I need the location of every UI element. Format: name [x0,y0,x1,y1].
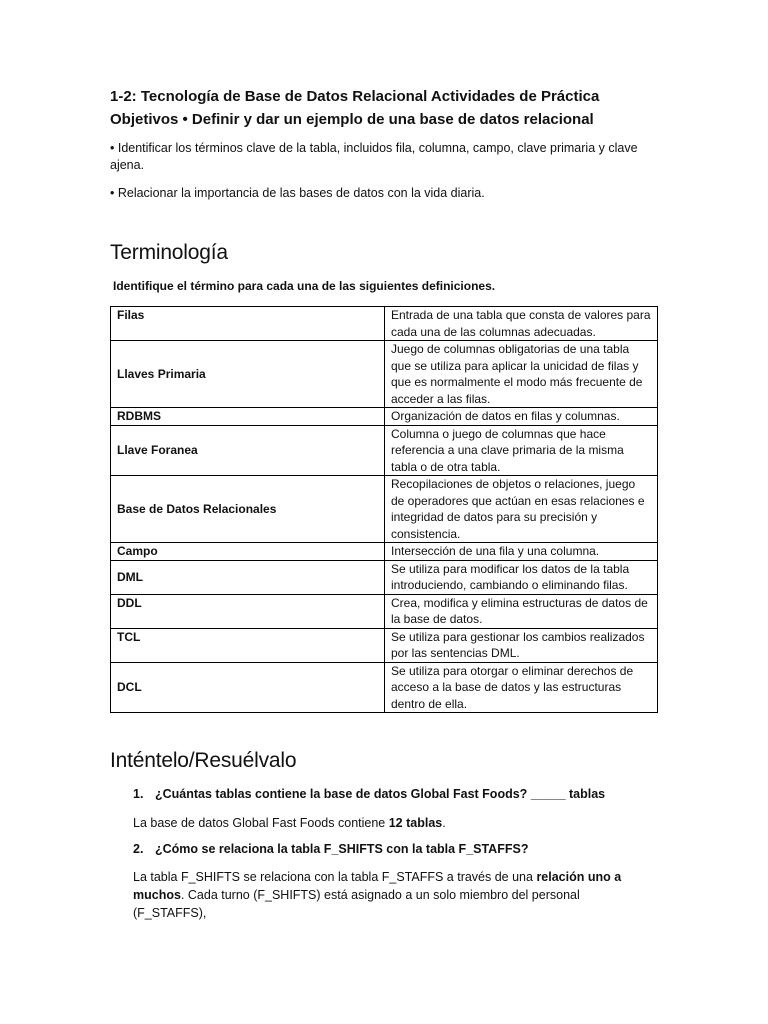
question-2-text: ¿Cómo se relaciona la tabla F_SHIFTS con la tabla F_STAFFS? [155,842,529,856]
definition-cell: Entrada de una tabla que consta de valores para cada una de las columnas adecuadas. [385,307,658,341]
table-row [111,307,658,341]
definition-cell: Recopilaciones de objetos o relaciones, juego de operadores que actúan en esas relaciones e integridad de datos para su precisión y consistencia. [385,476,658,543]
header-title: 1-2: Tecnología de Base de Datos Relacional Actividades de Práctica [110,88,600,105]
objective-2: • Relacionar la importancia de las bases de datos con la vida diaria. [110,186,485,200]
term-cell: DCL [111,662,385,713]
objective-1: • Identificar los términos clave de la tabla, incluidos fila, columna, campo, clave primaria y clave ajena. [110,141,638,172]
term-cell: Llaves Primaria [111,341,385,408]
table-row [111,341,658,408]
answer-1: La base de datos Global Fast Foods contiene 12 tablas. [133,816,446,830]
document-header [110,85,650,131]
table-row [111,594,658,628]
definition-cell: Se utiliza para otorgar o eliminar derechos de acceso a la base de datos y las estructuras dentro de ella. [385,662,658,713]
definition-cell: Intersección de una fila y una columna. [385,543,658,561]
table-row [111,543,658,561]
table-row [111,476,658,543]
question-1 [133,787,605,801]
term-cell: Campo [111,543,385,561]
terminology-table [110,306,658,713]
table-row [111,408,658,426]
definition-cell: Se utiliza para gestionar los cambios realizados por las sentencias DML. [385,628,658,662]
definition-cell: Columna o juego de columnas que hace referencia a una clave primaria de la misma tabla o de otra tabla. [385,425,658,476]
term-cell: TCL [111,628,385,662]
question-2 [133,842,528,856]
question-2-number: 2. [133,842,144,856]
question-1-text: ¿Cuántas tablas contiene la base de datos Global Fast Foods? _____ tablas [155,787,606,801]
definition-cell: Se utiliza para modificar los datos de la tabla introduciendo, cambiando o eliminando filas. [385,560,658,594]
table-row [111,662,658,713]
question-1-number: 1. [133,787,144,801]
term-cell: DML [111,560,385,594]
practice-heading: Inténtelo/Resuélvalo [110,749,297,772]
definition-cell: Organización de datos en filas y columnas. [385,408,658,426]
table-row [111,425,658,476]
table-row [111,628,658,662]
table-row [111,560,658,594]
term-cell: Filas [111,307,385,341]
definition-cell: Crea, modifica y elimina estructuras de datos de la base de datos. [385,594,658,628]
answer-2: La tabla F_SHIFTS se relaciona con la tabla F_STAFFS a través de una relación uno a muchos. Cada turno (F_SHIFTS) está asignado a un solo miembro del personal (F_STAFFS), [133,870,622,920]
terminology-instruction: Identifique el término para cada una de las siguientes definiciones. [113,279,496,293]
terminology-heading: Terminología [110,241,228,264]
term-cell: RDBMS [111,408,385,426]
header-objectives: Objetivos • Definir y dar un ejemplo de una base de datos relacional [110,111,594,128]
term-cell: Llave Foranea [111,425,385,476]
term-cell: DDL [111,594,385,628]
definition-cell: Juego de columnas obligatorias de una tabla que se utiliza para aplicar la unicidad de filas y que es normalmente el modo más frecuente de acceder a las filas. [385,341,658,408]
term-cell: Base de Datos Relacionales [111,476,385,543]
